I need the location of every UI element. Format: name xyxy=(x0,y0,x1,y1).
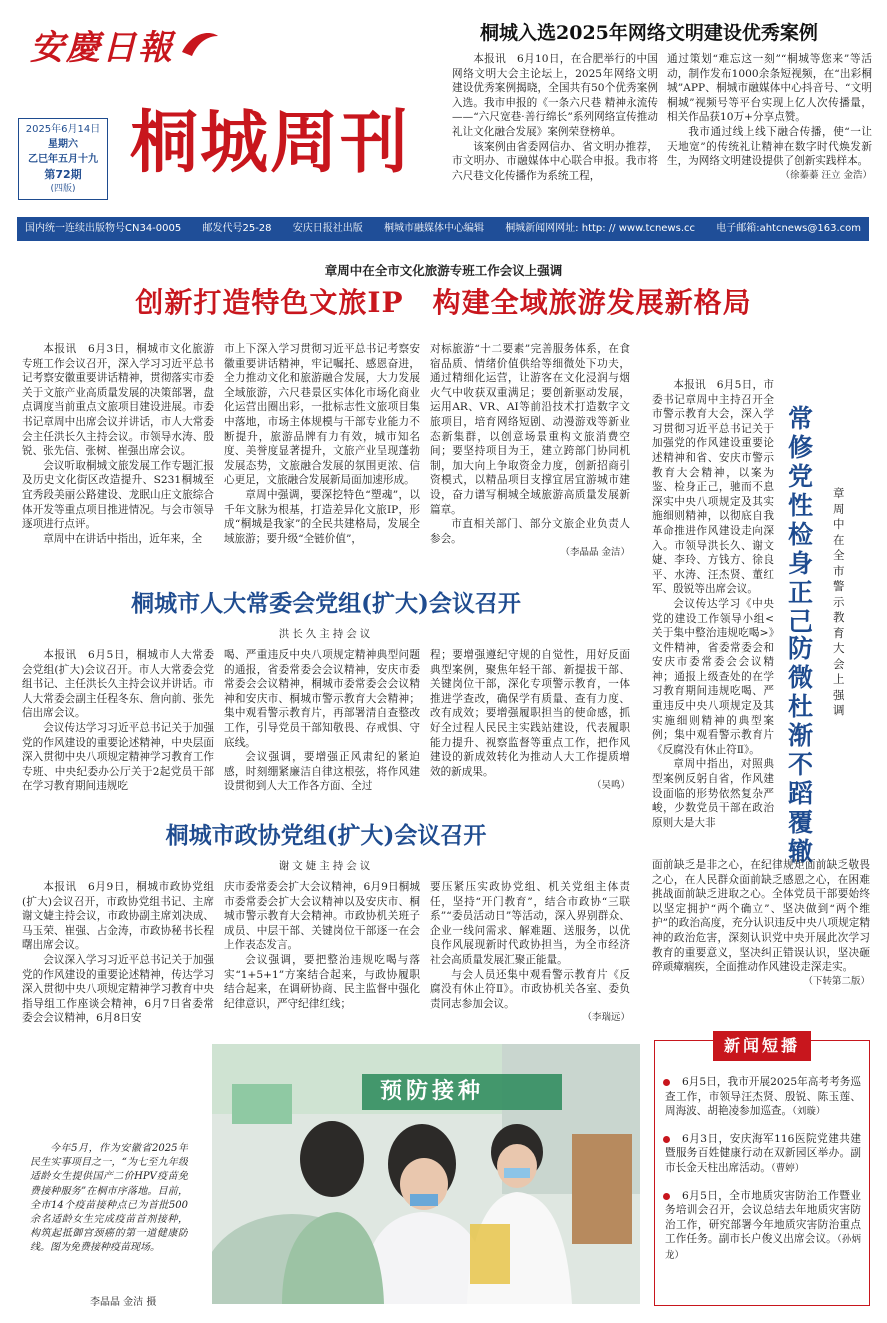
weekday: 星期六 xyxy=(48,139,78,150)
lead-kicker: 章周中在全市文化旅游专班工作会议上强调 xyxy=(324,263,563,278)
cppcc-col3 xyxy=(430,880,630,1030)
npc-p4: 会议强调，要增强正风肃纪的紧迫感，时刻绷紧廉洁自律这根弦，将作风建设贯彻到人大工作各方面、全过 xyxy=(224,751,420,793)
info-editor: 桐城市融媒体中心编辑 xyxy=(383,223,484,234)
brief-item xyxy=(665,1132,861,1177)
cppcc-title: 桐城市政协党组(扩大)会议召开 xyxy=(165,822,487,849)
cppcc-p1: 本报讯 6月9日，桐城市政协党组(扩大)会议召开，市政协党组书记、主席谢文婕主持会议，市政协副主席刘决成、马玉荣、崔强、占金涛，市政协秘书长程曙出席会议。 xyxy=(22,881,214,952)
npc-col2 xyxy=(224,648,420,810)
cppcc-p2: 会议深入学习习近平总书记关于加强党的作风建设的重要论述精神，传达学习深入贯彻中央八项规定精神学习教育中央指导组工作座谈会精神，6月7日省委常委会会议精神，6月8日安 xyxy=(22,953,214,1025)
top-article-col1 xyxy=(452,52,658,212)
photo-caption-text: 今年5月，作为安徽省2025年民生实事项目之一，“为七至九年级适龄女生提供国产二价HPV疫苗免费接种服务”在桐市序落地。目前，全市14个疫苗接种点已为首批500余名适龄女生完成疫苗首剂接种，构筑起抵御宫颈癌的第一道健康防线。图为免费接种疫苗现场。 xyxy=(30,1143,188,1254)
side-p2: 会议传达学习《中央党的建设工作领导小组<关于集中整治违规吃喝>》文件精神，省委常委会和安庆市委常委会会议精神；通报上级查处的在学习教育期间违规吃喝、严重违反中央八项规定及其实施细则精神的典型案例；集中观看警示教育片《反腐没有休止符Ⅱ》。 xyxy=(652,597,774,756)
brief-text: 6月3日，安庆海军116医院党建共建暨服务百姓健康行动在双新园区举办。副市长金天柱出席活动。 xyxy=(665,1132,861,1174)
side-kicker: 章周中在全市警示教育大会上强调 xyxy=(833,486,845,717)
briefs-list xyxy=(665,1075,861,1264)
cppcc-col2 xyxy=(224,880,420,1030)
npc-p2: 会议传达学习习近平总书记关于加强党的作风建设的重要论述精神，中央层面深入贯彻中央八项规定精神学习教育工作专班、中央纪委办公厅关于2起党员干部在学习教育期间违规吃 xyxy=(22,721,214,793)
info-email[interactable]: 电子邮箱:ahtcnews@163.com xyxy=(716,223,861,234)
lead-col2 xyxy=(224,342,420,570)
lead-p3: 章周中在讲话中指出，近年来，全 xyxy=(43,532,203,545)
briefs-box xyxy=(654,1036,870,1306)
logo-swoosh-icon xyxy=(180,28,220,62)
lead-col1 xyxy=(22,342,214,570)
paper-name: 安慶日報 xyxy=(30,28,174,68)
lead-col3 xyxy=(430,342,630,572)
info-issn: 国内统一连续出版物号CN34-0005 xyxy=(25,223,182,234)
npc-title: 桐城市人大常委会党组(扩大)会议召开 xyxy=(131,590,521,617)
photo-credit: 李晶晶 金洁 摄 xyxy=(90,1297,157,1308)
npc-p3: 喝、严重违反中央八项规定精神典型问题的通报，省委常委会会议精神，安庆市委常委会会议精神，桐城市委常委会会议精神和安庆市、桐城市警示教育大会精神；集中观看警示教育片，再部署清自查整改工作，引导党员干部知敬畏、存戒惧、守底线。 xyxy=(224,649,420,749)
info-postal-code: 邮发代号25-28 xyxy=(202,223,272,234)
bullet-icon xyxy=(663,1079,670,1086)
top-article-p4: 我市通过线上线下融合传播，使“一让天地宽”的传统礼让精神在数字时代焕发新生，为网络文明建设提供了创新实践样本。 xyxy=(667,125,872,168)
lead-p5: 章周中强调，要深挖特色“塑魂”，以千年文脉为根基，打造差异化文旅IP，形成“桐城是我家”的全民共建格局，发展全域旅游；要升级“全链价值”， xyxy=(224,488,420,545)
side-wide-col xyxy=(652,858,870,998)
top-article-p1: 本报讯 6月10日，在合肥举行的中国网络文明大会主论坛上，2025年网络文明建设优秀案例揭晓，全国共有50个优秀案例入选。我市申报的《一条六尺巷 精神永流传——“六尺宽巷·善行绵长”系列网络宣传推动礼让文化融合发展》案例荣登榜单。 xyxy=(452,53,658,138)
bullet-icon xyxy=(663,1136,670,1143)
cppcc-p3: 庆市委常委会扩大会议精神，6月9日桐城市委常委会扩大会议精神以及安庆市、桐城市警示教育大会精神。市政协机关班子成员、中层干部、关键岗位干部逐一在会上作表态发言。 xyxy=(224,881,420,952)
side-title-2: 防微杜渐不蹈覆辙 xyxy=(788,634,814,866)
side-p3: 章周中指出，对照典型案例反躬自省，作风建设面临的形势依然复杂严峻，少数党员干部在政治原则大是大非 xyxy=(652,758,774,829)
brief-item xyxy=(665,1189,861,1264)
npc-subtitle: 洪长久主持会议 xyxy=(278,628,374,640)
lead-title: 创新打造特色文旅IP 构建全域旅游发展新格局 xyxy=(135,286,752,319)
info-bar xyxy=(17,217,869,241)
brief-item xyxy=(665,1075,861,1120)
npc-col3 xyxy=(430,648,630,810)
photo-caption xyxy=(30,1142,188,1292)
brief-text: 6月5日，我市开展2025年高考考务巡查工作，市领导汪杰贤、殷锐、陈玉莲、周海波、胡艳凌参加巡查。 xyxy=(665,1076,861,1118)
briefs-heading: 新闻短播 xyxy=(713,1031,811,1061)
brief-byline: （曹婷） xyxy=(770,1162,805,1174)
cppcc-p5: 要压紧压实政协党组、机关党组主体责任，坚持“开门教育”，结合市政协“三联系”“委员活动日”等活动，深入界别群众、企业一线问需求、解难题、送服务，以优良作风展现新时代政协担当，为全市经济社会高质量发展汇聚正能量。 xyxy=(430,881,630,966)
info-website[interactable]: 桐城新闻网网址: http: // www.tcnews.cc xyxy=(505,223,695,234)
cppcc-p4: 会议强调，要把整治违规吃喝与落实“1+5+1”方案结合起来，与政协履职结合起来，在调研协商、民主监督中强化纪律意识，严守纪律红线； xyxy=(224,953,420,1010)
lead-p7: 市直相关部门、部分文旅企业负责人参会。 xyxy=(430,518,630,545)
info-publisher: 安庆日报社出版 xyxy=(292,223,363,234)
side-title-1: 常修党性检身正己 xyxy=(788,404,814,636)
lead-p2: 会议听取桐城文旅发展工作专题汇报及历史文化街区改造提升、S231桐城至宜秀段美丽公路建设、龙眠山庄文旅综合体开发等重点项目推进情况。与会市领导逐项进行点评。 xyxy=(22,459,214,531)
brief-text: 6月5日，全市地质灾害防治工作暨业务培训会召开，会议总结去年地质灾害防治工作，研究部署今年地质灾害防治重点工作任务。副市长户俊义出席会议。 xyxy=(665,1189,861,1246)
npc-p5: 程；要增强遵纪守规的自觉性，用好反面典型案例，聚焦年轻干部、新提拔干部、关键岗位干部，深化专项警示教育，一体推进学查改，确保学有质量、查有力度、改有成效；要增强履职担当的使命感，抓好全过程人民民主实践站建设，代表履职能力提升、视察监督等重点工作，把作风建设的新成效转化为推动人大工作提质增效的新成果。 xyxy=(430,649,630,778)
side-narrow-col xyxy=(652,378,774,858)
side-p1: 本报讯 6月5日，市委书记章周中主持召开全市警示教育大会，深入学习贯彻习近平总书记关于加强党的作风建设重要论述精神和省、安庆市警示教育大会精神，以案为鉴、检身正己，驰而不息深实中央八项规定及其实施细则精神，以彻底自我革命推进作风建设走向深入。市领导洪长久、谢文婕、李玲、方钱方、徐良平、水涛、汪杰贤、董红军、殷锐等出席会议。 xyxy=(652,379,774,596)
side-continued: （下转第二版） xyxy=(803,975,870,987)
issue-number: 第72期 xyxy=(44,168,82,181)
cppcc-subtitle: 谢文婕主持会议 xyxy=(278,860,374,872)
dateline-box xyxy=(18,118,108,200)
side-p4: 面前缺乏是非之心，在纪律规矩面前缺乏敬畏之心，在人民群众面前缺乏感恩之心，在困难挑战面前缺乏进取之心。全体党员干部要始终以坚定拥护“两个确立”、坚决做到“两个维护”的政治高度，充分认识违反中央八项规定精神的政治危害，深刻认识党中央开展此次学习教育的重要意义，坚决纠正错误认识，坚决砸碎顽瘴痼疾，全面推动作风建设走深走实。 xyxy=(652,859,870,974)
vaccination-photo xyxy=(212,1044,640,1304)
top-article-p2: 该案例由省委网信办、省文明办推荐，市文明办、市融媒体中心联合申报。我市将六尺巷文化传播作为系统工程， xyxy=(452,140,658,182)
top-article-byline: （徐蓁蓁 汪立 金浩） xyxy=(780,169,872,181)
npc-byline: （吴鸣） xyxy=(591,780,630,792)
lead-byline: （李晶晶 金洁） xyxy=(560,547,630,559)
lead-p4: 市上下深入学习贯彻习近平总书记考察安徽重要讲话精神，牢记嘱托、感恩奋进，全力推动文化和旅游融合发展，大力发展全域旅游，六尺巷景区实体化市场化商业化运营出圈出彩，一批标志性文旅项目集中落地，市场主体规模与干部专业能力不断提升，旅游品牌有力有效，城市知名度、美誉度显著提升，文旅产业呈现蓬勃发展态势，文旅融合发展的氛围更浓、信心更足，文旅融合发展新局面加速形成。 xyxy=(224,343,420,487)
page-count: (四版) xyxy=(50,184,76,194)
lead-p1: 本报讯 6月3日，桐城市文化旅游专班工作会议召开，深入学习习近平总书记考察安徽重要讲话精神，贯彻落实市委关于文旅产业高质量发展的决策部署，盘点调度当前重点文旅项目建设进展。市委书记章周中出席会议并讲话，市人大常委会主任洪长久主持会议。市领导水涛、殷锐、张先信、张树、崔强出席会议。 xyxy=(22,343,214,458)
npc-p1: 本报讯 6月5日，桐城市人大常委会党组(扩大)会议召开。市人大常委会党组书记、主任洪长久主持会议并讲话。市人大常委会副主任程冬东、詹向前、张先信出席会议。 xyxy=(22,649,214,720)
lead-p6: 对标旅游“十二要素”完善服务体系，在食宿品质、情绪价值供给等细微处下功夫，通过精细化运营，让游客在文化浸润与烟火气中收获双重满足；要创新驱动发展，运用AR、VR、AI等前沿技术打造数字文旅项目，培育网络短剧、动漫游戏等新业态新集群，以创意场景重构文旅消费空间；要坚持项目为王，建立跨部门协同机制，加大向上争取资金力度，创新招商引资模式，以精品项目支撑宜居宜游城市建设，奋力谱写桐城全域旅游高质量发展新篇章。 xyxy=(430,343,630,516)
section-title: 桐城周刊 xyxy=(130,103,411,183)
cppcc-col1 xyxy=(22,880,214,1030)
vaccination-sign-text: 预防接种 xyxy=(380,1079,485,1104)
bullet-icon xyxy=(663,1193,670,1200)
cppcc-p6: 与会人员还集中观看警示教育片《反腐没有休止符Ⅱ》。市政协机关各室、委负责同志参加会议。 xyxy=(430,968,630,1010)
top-article-col2 xyxy=(667,52,872,212)
issue-date: 2025年6月14日 xyxy=(25,124,101,135)
top-article-p3: 通过策划“难忘这一刻”“桐城等您来”等活动，制作发布1000余条短视频，在“出彩桐城”APP、桐城市融媒体中心抖音号、“文明桐城”视频号等平台实现上亿人次传播量，相关作品获10万+分享点赞。 xyxy=(667,53,872,124)
npc-col1 xyxy=(22,648,214,810)
brief-byline: （孙炳龙） xyxy=(665,1234,861,1261)
brief-byline: （刘璇） xyxy=(792,1106,826,1118)
masthead xyxy=(0,0,470,210)
top-article-title: 桐城入选2025年网络文明建设优秀案例 xyxy=(480,22,818,44)
cppcc-byline: （李瑞远） xyxy=(582,1012,630,1024)
lunar-date: 乙巳年五月十九 xyxy=(28,154,98,165)
top-article xyxy=(452,18,872,212)
